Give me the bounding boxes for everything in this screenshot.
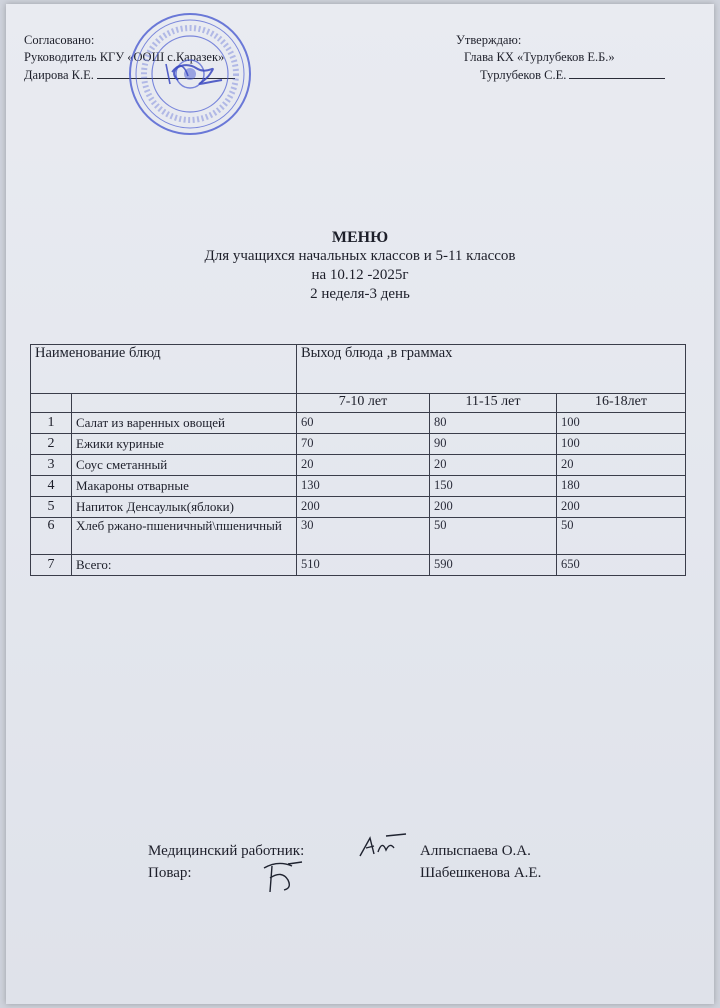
yield-11-15: 90: [430, 434, 557, 455]
row-number: 3: [31, 455, 72, 476]
page-subtitle: Для учащихся начальных классов и 5-11 классов: [204, 248, 516, 264]
school-head-line: Руководитель КГУ «ООШ с.Каразек»: [24, 50, 225, 64]
signature-underline: [97, 66, 235, 79]
yield-11-15: 590: [430, 555, 557, 576]
table-row: [31, 434, 686, 455]
school-head-name-line: [24, 66, 235, 84]
age-header: 11-15 лет: [430, 394, 557, 413]
row-number: 7: [31, 555, 72, 576]
yield-7-10: 20: [297, 455, 430, 476]
table-row: [31, 518, 686, 555]
approved-label: Утверждаю:: [456, 33, 522, 47]
cook-name: Шабешкенова А.Е.: [420, 865, 542, 881]
col-dish-header: Наименование блюд: [31, 345, 297, 394]
title-block: [0, 228, 720, 304]
row-number: 2: [31, 434, 72, 455]
signature-names: [420, 840, 541, 884]
farm-head-name: Турлубеков С.Е.: [480, 68, 567, 82]
dish-name: Ежики куриные: [72, 434, 297, 455]
farm-head-name-line: [456, 66, 665, 84]
menu-table: [30, 344, 686, 576]
row-number: 6: [31, 518, 72, 555]
empty-cell: [31, 394, 72, 413]
yield-7-10: 30: [297, 518, 430, 555]
table-row: [31, 413, 686, 434]
yield-7-10: 130: [297, 476, 430, 497]
yield-11-15: 200: [430, 497, 557, 518]
medic-role: Медицинский работник:: [148, 843, 305, 859]
age-header: 16-18лет: [557, 394, 686, 413]
yield-7-10: 200: [297, 497, 430, 518]
dish-name: Макароны отварные: [72, 476, 297, 497]
yield-7-10: 70: [297, 434, 430, 455]
dish-name: Салат из варенных овощей: [72, 413, 297, 434]
farm-head-line: Глава КХ «Турлубеков Е.Б.»: [464, 50, 615, 64]
page-title: МЕНЮ: [331, 229, 389, 246]
yield-11-15: 50: [430, 518, 557, 555]
approved-block: [456, 32, 665, 84]
table-header-row: [31, 345, 686, 394]
age-header-row: [31, 394, 686, 413]
menu-date: на 10.12 -2025г: [311, 267, 409, 283]
signature-underline: [569, 66, 665, 79]
yield-16-18: 200: [557, 497, 686, 518]
yield-11-15: 20: [430, 455, 557, 476]
table-row: [31, 555, 686, 576]
table-row: [31, 455, 686, 476]
school-head-name: Даирова К.Е.: [24, 68, 94, 82]
table-row: [31, 497, 686, 518]
dish-name: Соус сметанный: [72, 455, 297, 476]
dish-name: Напиток Денсаулык(яблоки): [72, 497, 297, 518]
yield-11-15: 150: [430, 476, 557, 497]
empty-cell: [72, 394, 297, 413]
yield-16-18: 100: [557, 413, 686, 434]
yield-16-18: 20: [557, 455, 686, 476]
yield-7-10: 510: [297, 555, 430, 576]
signature-roles: [148, 840, 304, 884]
table-row: [31, 476, 686, 497]
yield-7-10: 60: [297, 413, 430, 434]
cook-role: Повар:: [148, 865, 192, 881]
agreed-block: [24, 32, 235, 84]
week-day: 2 неделя-3 день: [310, 286, 410, 302]
row-number: 1: [31, 413, 72, 434]
age-header: 7-10 лет: [297, 394, 430, 413]
yield-11-15: 80: [430, 413, 557, 434]
row-number: 5: [31, 497, 72, 518]
dish-name: Хлеб ржано-пшеничный\пшеничный: [72, 518, 297, 555]
yield-16-18: 650: [557, 555, 686, 576]
row-number: 4: [31, 476, 72, 497]
medic-name: Алпыспаева О.А.: [420, 843, 531, 859]
agreed-label: Согласовано:: [24, 33, 95, 47]
yield-16-18: 50: [557, 518, 686, 555]
col-yield-header: Выход блюда ,в граммах: [297, 345, 686, 394]
yield-16-18: 100: [557, 434, 686, 455]
yield-16-18: 180: [557, 476, 686, 497]
dish-name: Всего:: [72, 555, 297, 576]
